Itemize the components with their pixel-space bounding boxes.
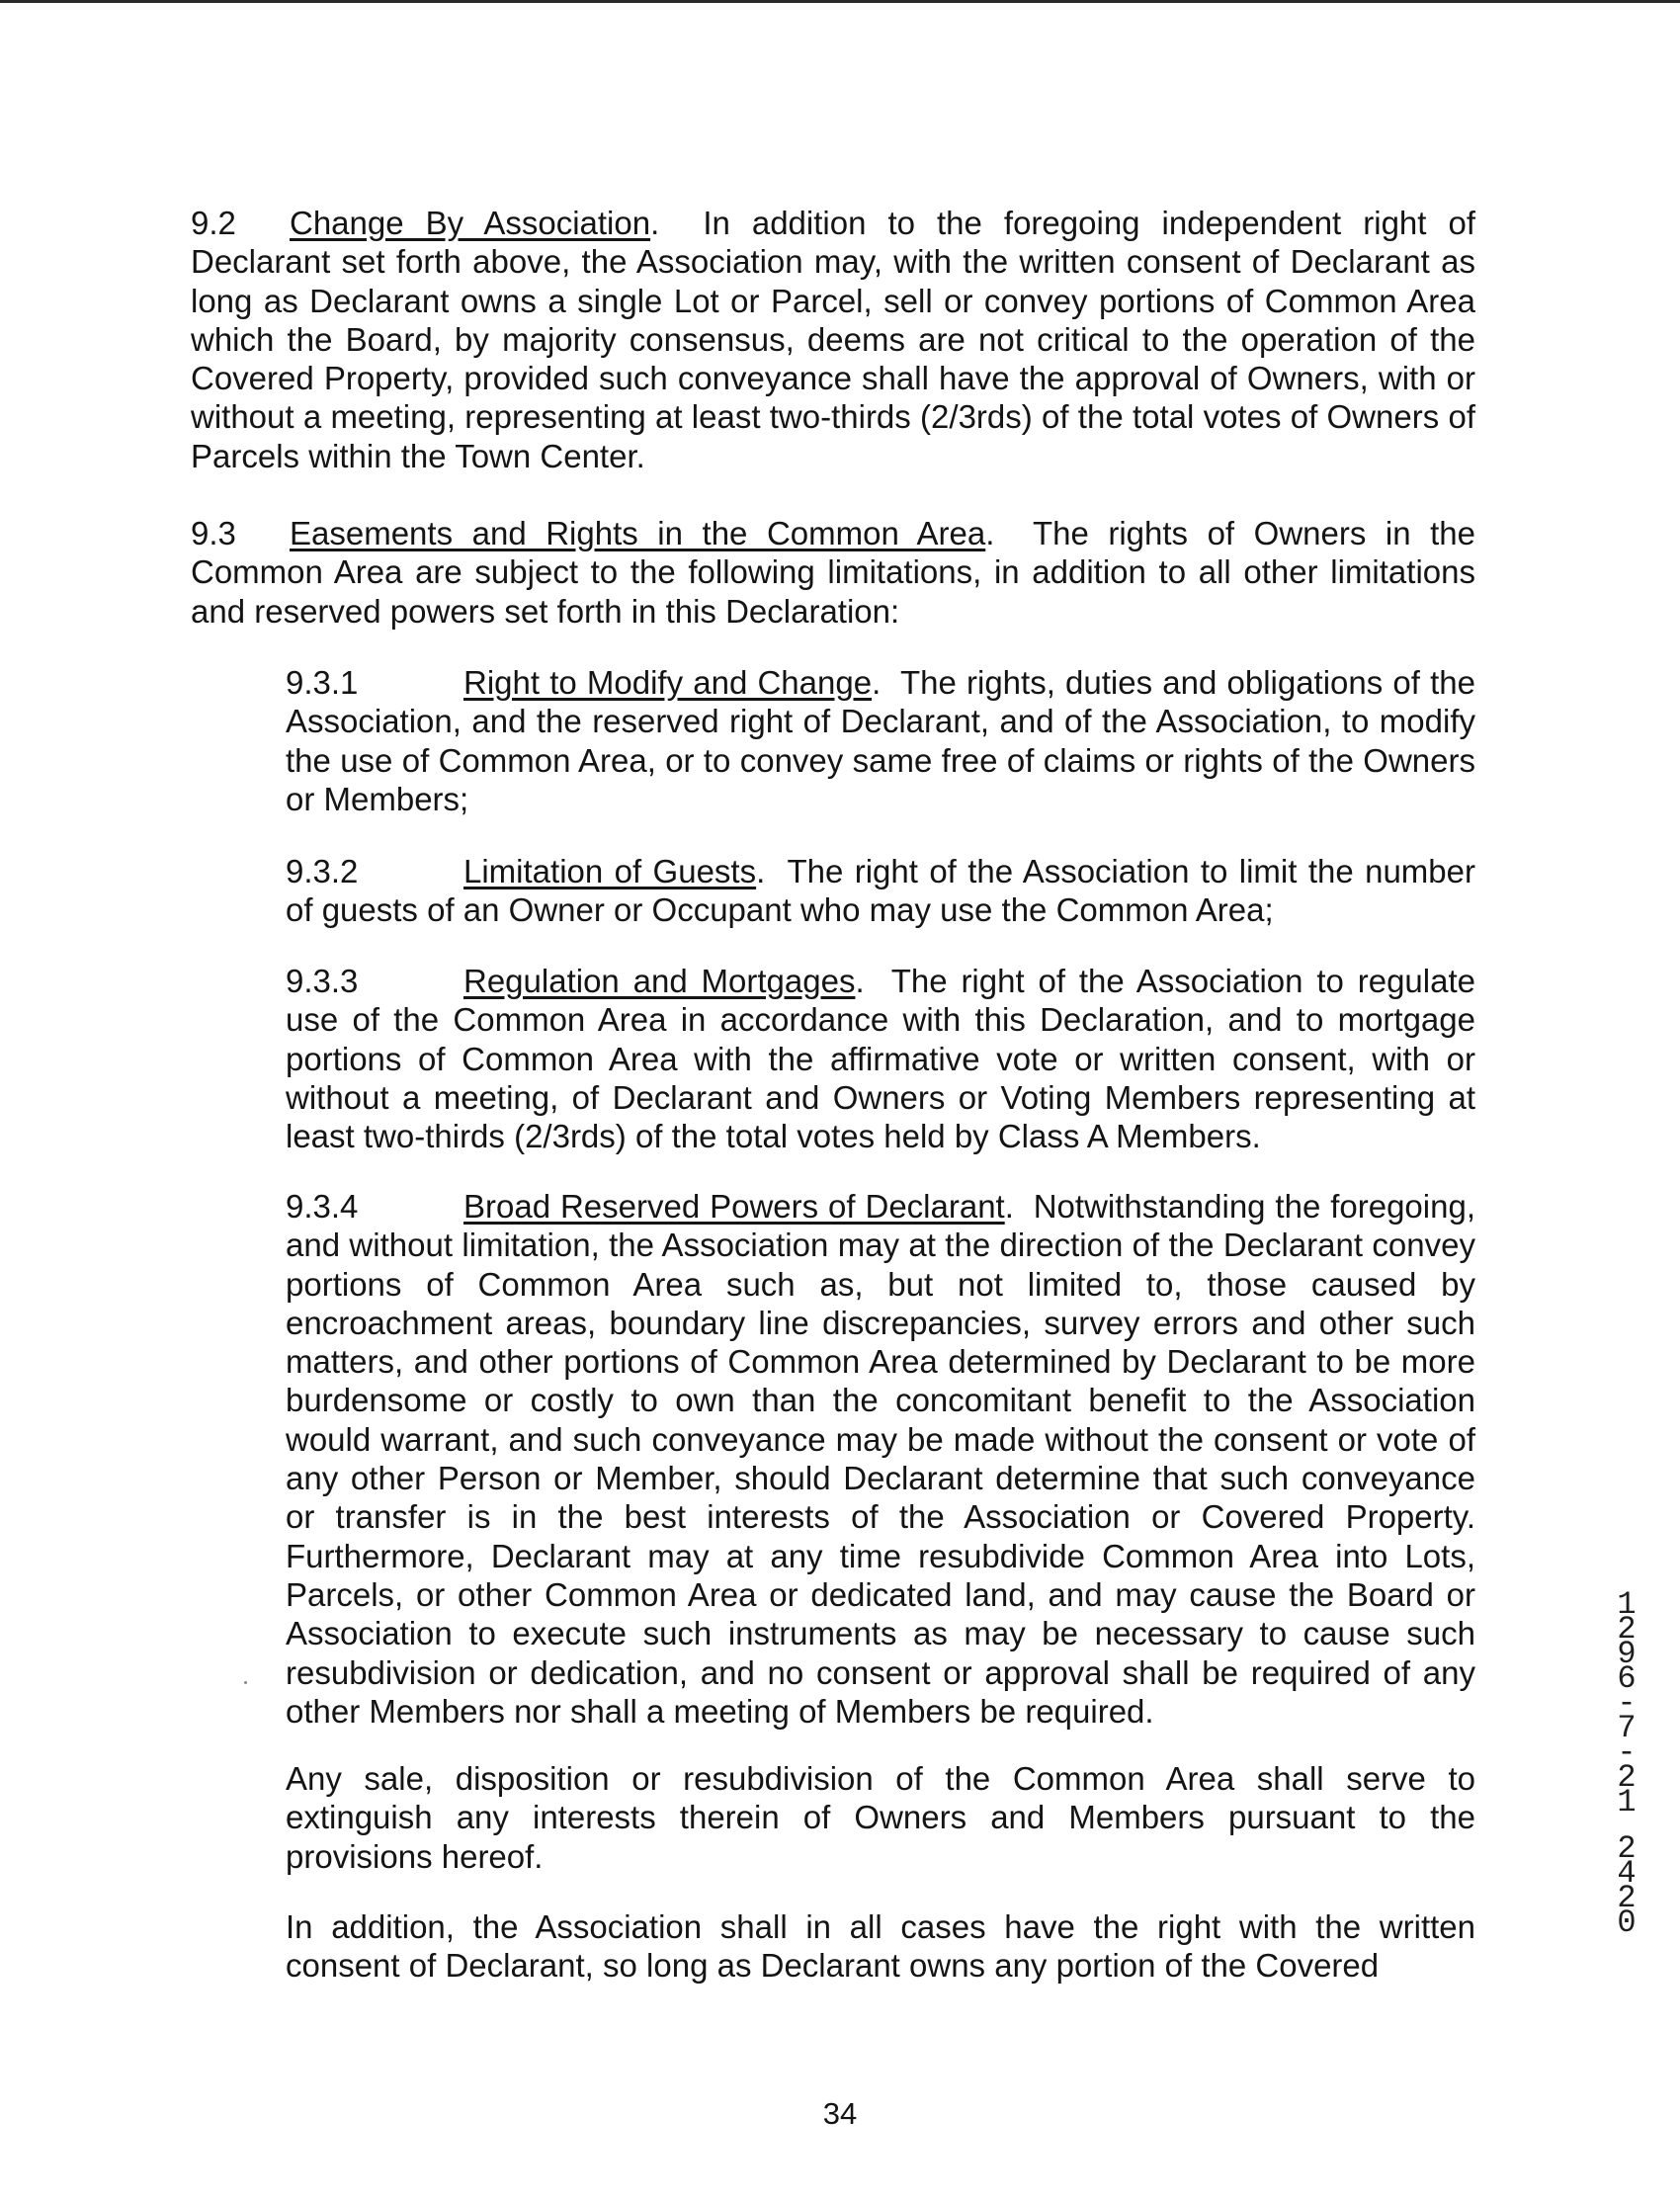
scan-speck <box>244 1681 247 1684</box>
section-heading: Easements and Rights in the Common Area <box>290 515 986 551</box>
subsection-body: Notwithstanding the foregoing, and without limitation, the Association may at the direction of the Declarant convey portions of Common Area such as, but not limited to, those caused by encroachment areas, boundary line discrepancies, survey errors and other such matters, and other portions of Common Area determined by Declarant to be more burdensome or costly to own than the concomitant benefit to the Association would warrant, and such conveyance may be made without the consent or vote of any other Person or Member, should Declarant determine that such conveyance or transfer is in the best interests of the Association or Covered Property. Furthermore, Declarant may at any time resubdivide Common Area into Lots, Parcels, or other Common Area or dedicated land, and may cause the Board or Association to execute such instruments as may be necessary to cause such resubdivision or dedication, and no consent or approval shall be required of any other Members nor shall a meeting of Members be required. <box>286 1188 1475 1730</box>
page-number: 34 <box>822 2096 858 2131</box>
subsection-number: 9.3.2 <box>286 853 359 889</box>
subsection-number: 9.3.3 <box>286 963 359 999</box>
subsection-9-3-2: 9.3.2 Limitation of Guests. The right of the Association to limit the number of guests of an Owner or Occupant who may use the Common Area; <box>286 853 1475 929</box>
stamp-line: 1296-7-21 <box>1617 1586 1637 1820</box>
subsection-heading: Broad Reserved Powers of Declarant <box>463 1188 1005 1225</box>
section-body: The rights of Owners in the Common Area are subject to the following limitations, in addition to all other limitations and reserved powers set forth in this Declaration: <box>191 515 1475 630</box>
section-9-3: 9.3 Easements and Rights in the Common Area. The rights of Owners in the Common Area are subject to the following limitations, in addition to all other limitations and reserved powers set forth in this Declaration: <box>191 515 1475 630</box>
subsection-number: 9.3.1 <box>286 664 359 701</box>
subsection-9-3-1: 9.3.1 Right to Modify and Change. The rights, duties and obligations of the Association, and the reserved right of Declarant, and of the Association, to modify the use of Common Area, or to convey same free of claims or rights of the Owners or Members; <box>286 664 1475 817</box>
closing-paragraph: In addition, the Association shall in all cases have the right with the written consent of Declarant, so long as Declarant owns any portion of the Covered <box>286 1908 1475 1985</box>
subsection-heading: Regulation and Mortgages <box>463 963 856 999</box>
subsection-body: The rights, duties and obligations of the Association, and the reserved right of Declarant, and of the Association, to modify the use of Common Area, or to convey same free of claims or rights of the Owners or Members; <box>286 664 1475 817</box>
recording-stamp <box>1609 1586 1644 1941</box>
subsection-heading: Limitation of Guests <box>463 853 757 889</box>
subsection-body: The right of the Association to limit the number of guests of an Owner or Occupant who may use the Common Area; <box>286 853 1475 929</box>
subsection-number: 9.3.4 <box>286 1188 359 1225</box>
section-number: 9.3 <box>191 515 236 551</box>
top-border-line <box>0 0 1680 3</box>
closing-paragraph: Any sale, disposition or resubdivision of the Common Area shall serve to extinguish any interests therein of Owners and Members pursuant to the provisions hereof. <box>286 1760 1475 1875</box>
stamp-line: 2420 <box>1617 1830 1637 1941</box>
section-heading: Change By Association <box>290 205 651 241</box>
section-9-2: 9.2 Change By Association. In addition to the foregoing independent right of Declarant set forth above, the Association may, with the written consent of Declarant as long as Declarant owns a single Lot or Parcel, sell or convey portions of Common Area which the Board, by majority consensus, deems are not critical to the operation of the Covered Property, provided such conveyance shall have the approval of Owners, with or without a meeting, representing at least two-thirds (2/3rds) of the total votes of Owners of Parcels within the Town Center. <box>191 205 1475 474</box>
subsection-body: The right of the Association to regulate use of the Common Area in accordance with this Declaration, and to mortgage portions of Common Area with the affirmative vote or written consent, with or without a meeting, of Declarant and Owners or Voting Members representing at least two-thirds (2/3rds) of the total votes held by Class A Members. <box>286 963 1475 1155</box>
subsection-9-3-3: 9.3.3 Regulation and Mortgages. The right of the Association to regulate use of the Common Area in accordance with this Declaration, and to mortgage portions of Common Area with the affirmative vote or written consent, with or without a meeting, of Declarant and Owners or Voting Members representing at least two-thirds (2/3rds) of the total votes held by Class A Members. <box>286 963 1475 1155</box>
section-number: 9.2 <box>191 205 236 241</box>
subsection-9-3-4: 9.3.4 Broad Reserved Powers of Declarant. Notwithstanding the foregoing, and without limitation, the Association may at the direction of the Declarant convey portions of Common Area such as, but not limited to, those caused by encroachment areas, boundary line discrepancies, survey errors and other such matters, and other portions of Common Area determined by Declarant to be more burdensome or costly to own than the concomitant benefit to the Association would warrant, and such conveyance may be made without the consent or vote of any other Person or Member, should Declarant determine that such conveyance or transfer is in the best interests of the Association or Covered Property. Furthermore, Declarant may at any time resubdivide Common Area into Lots, Parcels, or other Common Area or dedicated land, and may cause the Board or Association to execute such instruments as may be necessary to cause such resubdivision or dedication, and no consent or approval shall be required of any other Members nor shall a meeting of Members be required. <box>286 1188 1475 1730</box>
subsection-heading: Right to Modify and Change <box>463 664 873 701</box>
section-body: In addition to the foregoing independent right of Declarant set forth above, the Association may, with the written consent of Declarant as long as Declarant owns a single Lot or Parcel, sell or convey portions of Common Area which the Board, by majority consensus, deems are not critical to the operation of the Covered Property, provided such conveyance shall have the approval of Owners, with or without a meeting, representing at least two-thirds (2/3rds) of the total votes of Owners of Parcels within the Town Center. <box>191 205 1475 474</box>
